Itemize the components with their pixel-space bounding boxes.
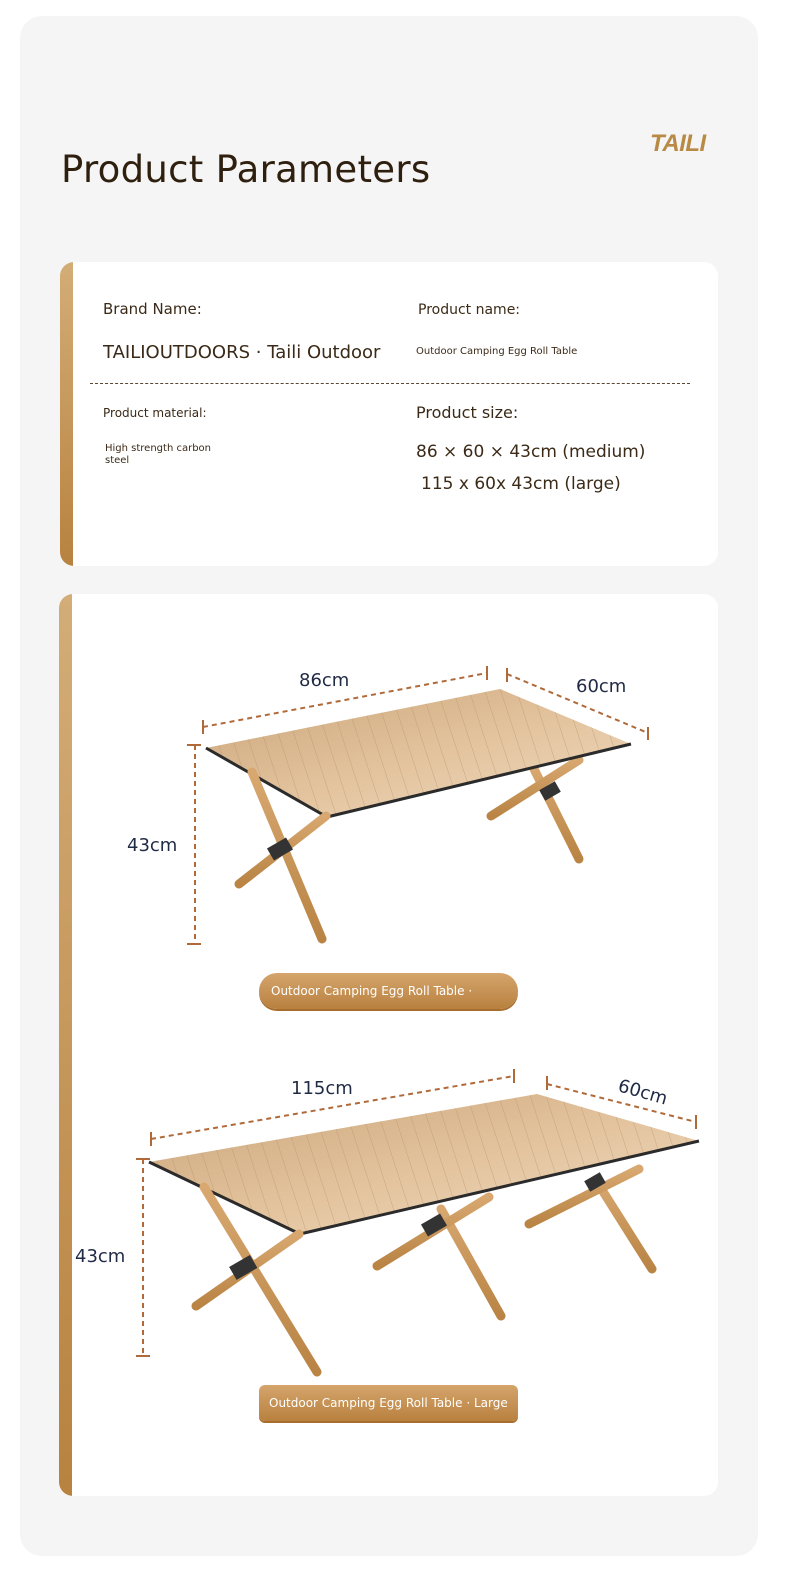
product-size-large: 115 x 60x 43cm (large) [421, 474, 621, 494]
product-name-label: Product name: [418, 302, 521, 318]
medium-table-illustration [59, 594, 718, 974]
dimensions-card [59, 594, 718, 1496]
large-length-label: 115cm [291, 1078, 353, 1099]
product-name-value: Outdoor Camping Egg Roll Table [416, 346, 578, 357]
product-material-value: High strength carbon steel [105, 443, 212, 466]
medium-width-label: 60cm [576, 676, 627, 697]
dashed-divider [90, 383, 690, 384]
page-title: Product Parameters [61, 148, 431, 191]
medium-length-label: 86cm [299, 670, 350, 691]
parameters-card [60, 262, 718, 566]
product-size-medium: 86 × 60 × 43cm (medium) [416, 442, 646, 462]
product-size-label: Product size: [416, 403, 519, 422]
large-width-label: 60cm [615, 1075, 670, 1110]
medium-caption-badge: Outdoor Camping Egg Roll Table · Medium [259, 973, 518, 1009]
brand-name-value: TAILIOUTDOORS · Taili Outdoor [103, 342, 381, 363]
brand-logo: TAILI [650, 130, 706, 157]
large-table-illustration [59, 1054, 718, 1394]
medium-height-label: 43cm [127, 835, 178, 856]
large-height-label: 43cm [75, 1246, 126, 1267]
brand-name-label: Brand Name: [103, 300, 202, 318]
product-material-label: Product material: [103, 406, 207, 420]
large-caption-badge: Outdoor Camping Egg Roll Table · Large [259, 1385, 518, 1421]
accent-bar [60, 262, 73, 566]
